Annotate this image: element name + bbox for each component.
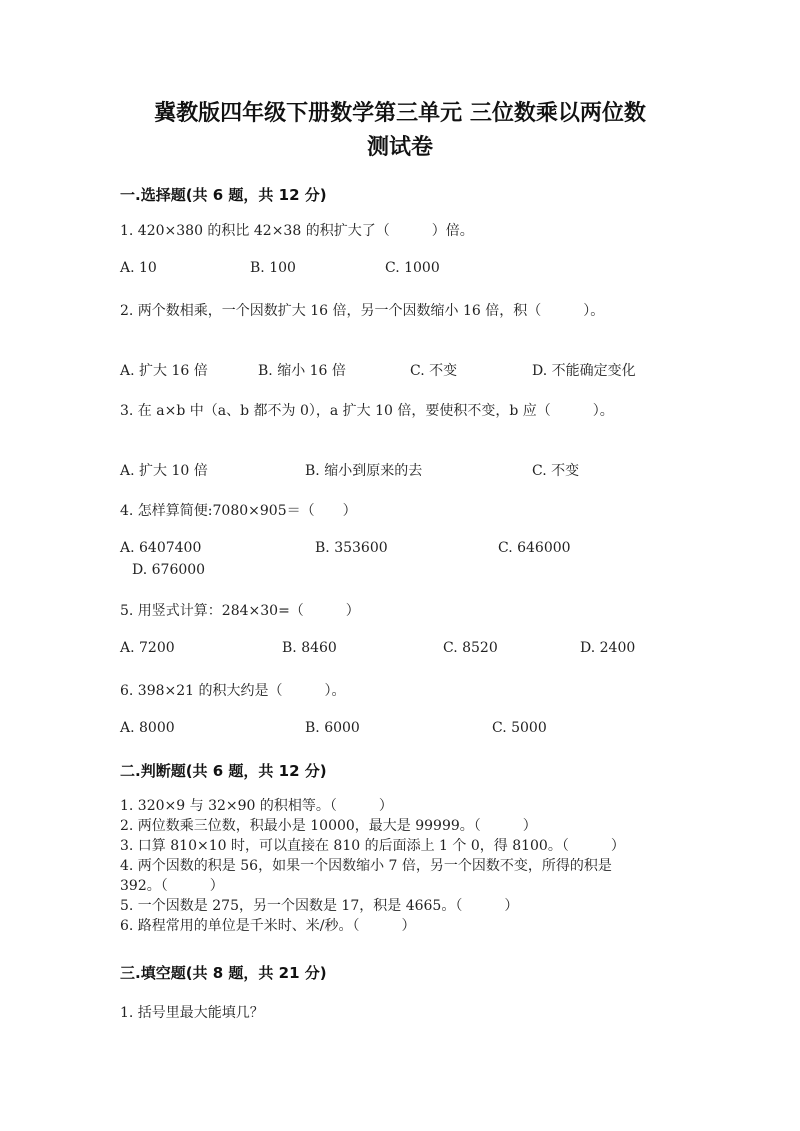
question-3-option-c: C. 不变 <box>532 463 580 479</box>
tf-line-6: 6. 路程常用的单位是千米时、米/秒。（ ） <box>120 918 416 934</box>
question-4-option-c: C. 646000 <box>498 540 571 556</box>
question-6-text: 6. 398×21 的积大约是（ ）。 <box>120 683 346 699</box>
tf-line-5: 5. 一个因数是 275，另一个因数是 17，积是 4665。（ ） <box>120 898 519 914</box>
question-4-text: 4. 怎样算简便:7080×905＝（ ） <box>120 503 357 519</box>
question-5-option-b: B. 8460 <box>282 640 337 656</box>
fill-question-1-text: 1. 括号里最大能填几？ <box>120 1005 264 1021</box>
question-2-option-b: B. 缩小 16 倍 <box>258 363 346 379</box>
question-2-option-c: C. 不变 <box>410 363 458 379</box>
question-2-text: 2. 两个数相乘，一个因数扩大 16 倍，另一个因数缩小 16 倍，积（ ）。 <box>120 303 605 319</box>
question-3-text: 3. 在 a×b 中（a、b 都不为 0），a 扩大 10 倍，要使积不变，b 应（ ）。 <box>120 403 614 419</box>
page-title-line-2: 测试卷 <box>366 135 433 160</box>
tf-line-3: 3. 口算 810×10 时，可以直接在 810 的后面添上 1 个 0，得 8100。（ ） <box>120 838 625 854</box>
question-1-option-c: C. 1000 <box>385 260 440 276</box>
question-4-option-d: D. 676000 <box>132 562 206 578</box>
question-5-option-d: D. 2400 <box>580 640 636 656</box>
tf-line-4: 4. 两个因数的积是 56，如果一个因数缩小 7 倍，另一个因数不变，所得的积是 <box>120 858 612 874</box>
question-1-text: 1. 420×380 的积比 42×38 的积扩大了（ ）倍。 <box>120 223 474 239</box>
section-heading-choice: 一.选择题(共 6 题，共 12 分) <box>120 186 327 204</box>
question-5-text: 5. 用竖式计算：284×30=（ ） <box>120 603 360 619</box>
question-6-option-c: C. 5000 <box>492 720 547 736</box>
question-5-option-c: C. 8520 <box>443 640 498 656</box>
question-2-option-d: D. 不能确定变化 <box>532 363 636 379</box>
question-4-option-a: A. 6407400 <box>120 540 202 556</box>
section-heading-true-false: 二.判断题(共 6 题，共 12 分) <box>120 762 327 780</box>
tf-line-2: 2. 两位数乘三位数，积最小是 10000，最大是 99999。（ ） <box>120 818 537 834</box>
tf-line-1: 1. 320×9 与 32×90 的积相等。（ ） <box>120 798 393 814</box>
question-3-option-b: B. 缩小到原来的去 <box>305 463 423 479</box>
question-6-option-b: B. 6000 <box>305 720 360 736</box>
question-3-option-a: A. 扩大 10 倍 <box>120 463 208 479</box>
page-title-line-1: 冀教版四年级下册数学第三单元 三位数乘以两位数 <box>154 101 646 126</box>
question-4-option-b: B. 353600 <box>315 540 388 556</box>
tf-line-4-continued: 392。（ ） <box>120 878 224 894</box>
section-heading-fill-in: 三.填空题(共 8 题，共 21 分) <box>120 964 327 982</box>
question-5-option-a: A. 7200 <box>120 640 175 656</box>
question-1-option-b: B. 100 <box>250 260 296 276</box>
question-2-option-a: A. 扩大 16 倍 <box>120 363 208 379</box>
question-1-option-a: A. 10 <box>120 260 157 276</box>
question-6-option-a: A. 8000 <box>120 720 175 736</box>
